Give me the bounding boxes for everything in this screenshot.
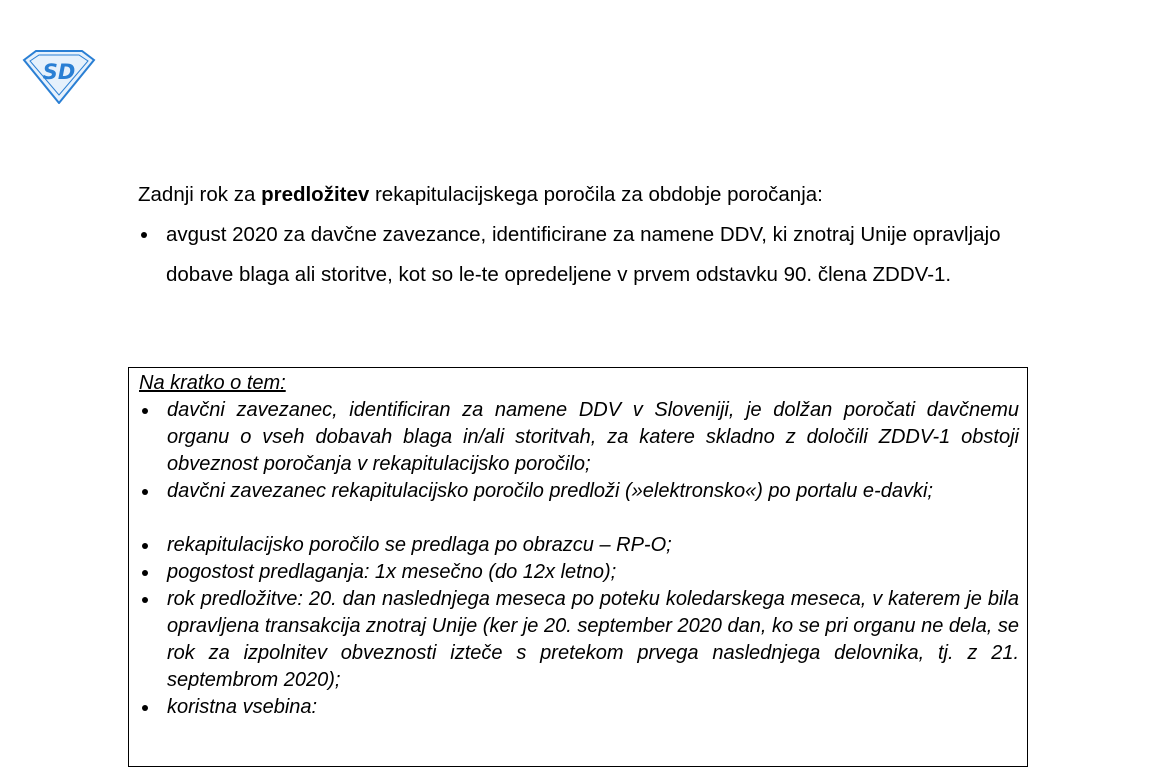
summary-title: Na kratko o tem: [139,372,286,394]
deadline-sentence: Zadnji rok za predložitev rekapitulacijskega poročila za obdobje poročanja: [138,183,823,206]
summary-item: pogostost predlaganja: 1x mesečno (do 12x letno); [139,559,1019,586]
summary-item: koristna vsebina: [139,694,1019,721]
summary-list [139,397,1019,721]
summary-box [128,367,1028,767]
summary-item: davčni zavezanec rekapitulacijsko poročilo predloži (»elektronsko«) po portalu e-davki; [139,478,1019,505]
intro-section [138,175,1023,295]
sd-logo [22,48,96,104]
summary-item: davčni zavezanec, identificiran za namene DDV v Sloveniji, je dolžan poročati davčnemu organu o vseh dobavah blaga in/ali storitvah, za katere skladno z določili ZDDV-1 obstoji obveznost poročanja v rekapitulacijsko poročilo; [139,397,1019,478]
summary-item: rekapitulacijsko poročilo se predlaga po obrazcu – RP-O; [139,532,1019,559]
intro-bullet: avgust 2020 za davčne zavezance, identificirane za namene DDV, ki znotraj Unije opravljajo dobave blaga ali storitve, kot so le-te opredeljene v prvem odstavku 90. člena ZDDV-1. [138,215,1023,295]
intro-list [138,215,1023,295]
summary-item: rok predložitve: 20. dan naslednjega meseca po poteku koledarskega meseca, v katerem je bila opravljena transakcija znotraj Unije (ker je 20. september 2020 dan, ko se pri organu ne dela, se rok za izpolnitev obveznosti izteče s pretekom prvega naslednjega delovnika, tj. z 21. septembrom 2020); [139,586,1019,694]
svg-text:SD: SD [42,60,76,84]
